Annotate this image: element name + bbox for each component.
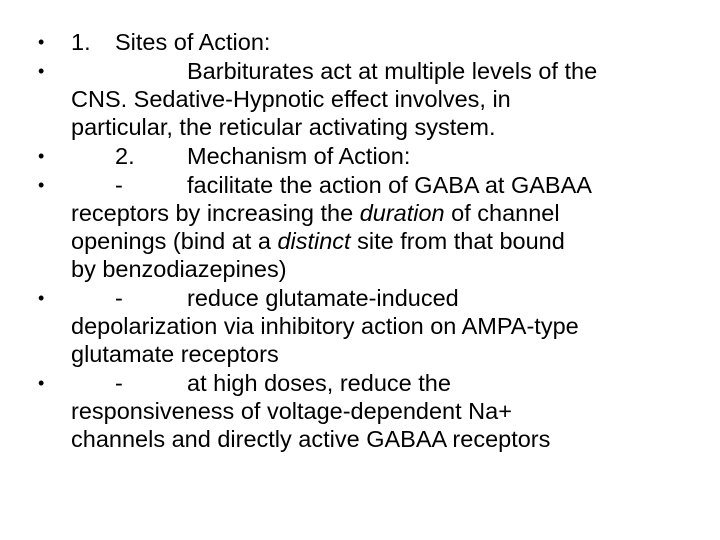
dash: - <box>115 285 123 311</box>
bullet-icon: • <box>38 146 45 166</box>
text-line: facilitate the action of GABA at GABAA <box>187 172 592 198</box>
bullet-icon: • <box>38 288 45 308</box>
list-item <box>38 284 698 368</box>
text-line: CNS. Sedative-Hypnotic effect involves, in <box>71 86 511 112</box>
text-span: openings (bind at a <box>71 228 278 254</box>
dash: - <box>115 172 123 198</box>
text-line: at high doses, reduce the <box>187 370 451 396</box>
bullet-icon: • <box>38 61 45 81</box>
text-line: channels and directly active GABAA receptors <box>71 426 551 452</box>
text-span: receptors by increasing the <box>71 200 360 226</box>
text-line: responsiveness of voltage-dependent Na+ <box>71 398 512 424</box>
bullet-icon: • <box>38 373 45 393</box>
bullet-list <box>38 28 698 454</box>
item-number: 1. <box>71 29 91 55</box>
text-span: site from that bound <box>350 228 565 254</box>
text-line <box>71 227 698 255</box>
text-line: glutamate receptors <box>71 341 279 367</box>
list-item <box>38 57 698 141</box>
list-item <box>38 142 698 170</box>
text-line: Barbiturates act at multiple levels of the <box>187 58 598 84</box>
emphasis: duration <box>359 200 445 226</box>
text-line: particular, the reticular activating system. <box>71 114 496 140</box>
text-line: reduce glutamate-induced <box>187 285 459 311</box>
item-number: 2. <box>115 143 135 169</box>
emphasis: distinct <box>277 228 351 254</box>
bullet-icon: • <box>38 175 45 195</box>
text-line: depolarization via inhibitory action on AMPA-type <box>71 313 579 339</box>
text-line <box>71 199 698 227</box>
bullet-icon: • <box>38 32 45 52</box>
dash: - <box>115 370 123 396</box>
section-heading: Mechanism of Action: <box>187 143 411 169</box>
text-span: of channel <box>444 200 560 226</box>
list-item <box>38 171 698 283</box>
list-item <box>38 369 698 453</box>
list-item <box>38 28 698 56</box>
section-heading: Sites of Action: <box>115 29 271 55</box>
text-line: by benzodiazepines) <box>71 256 287 282</box>
